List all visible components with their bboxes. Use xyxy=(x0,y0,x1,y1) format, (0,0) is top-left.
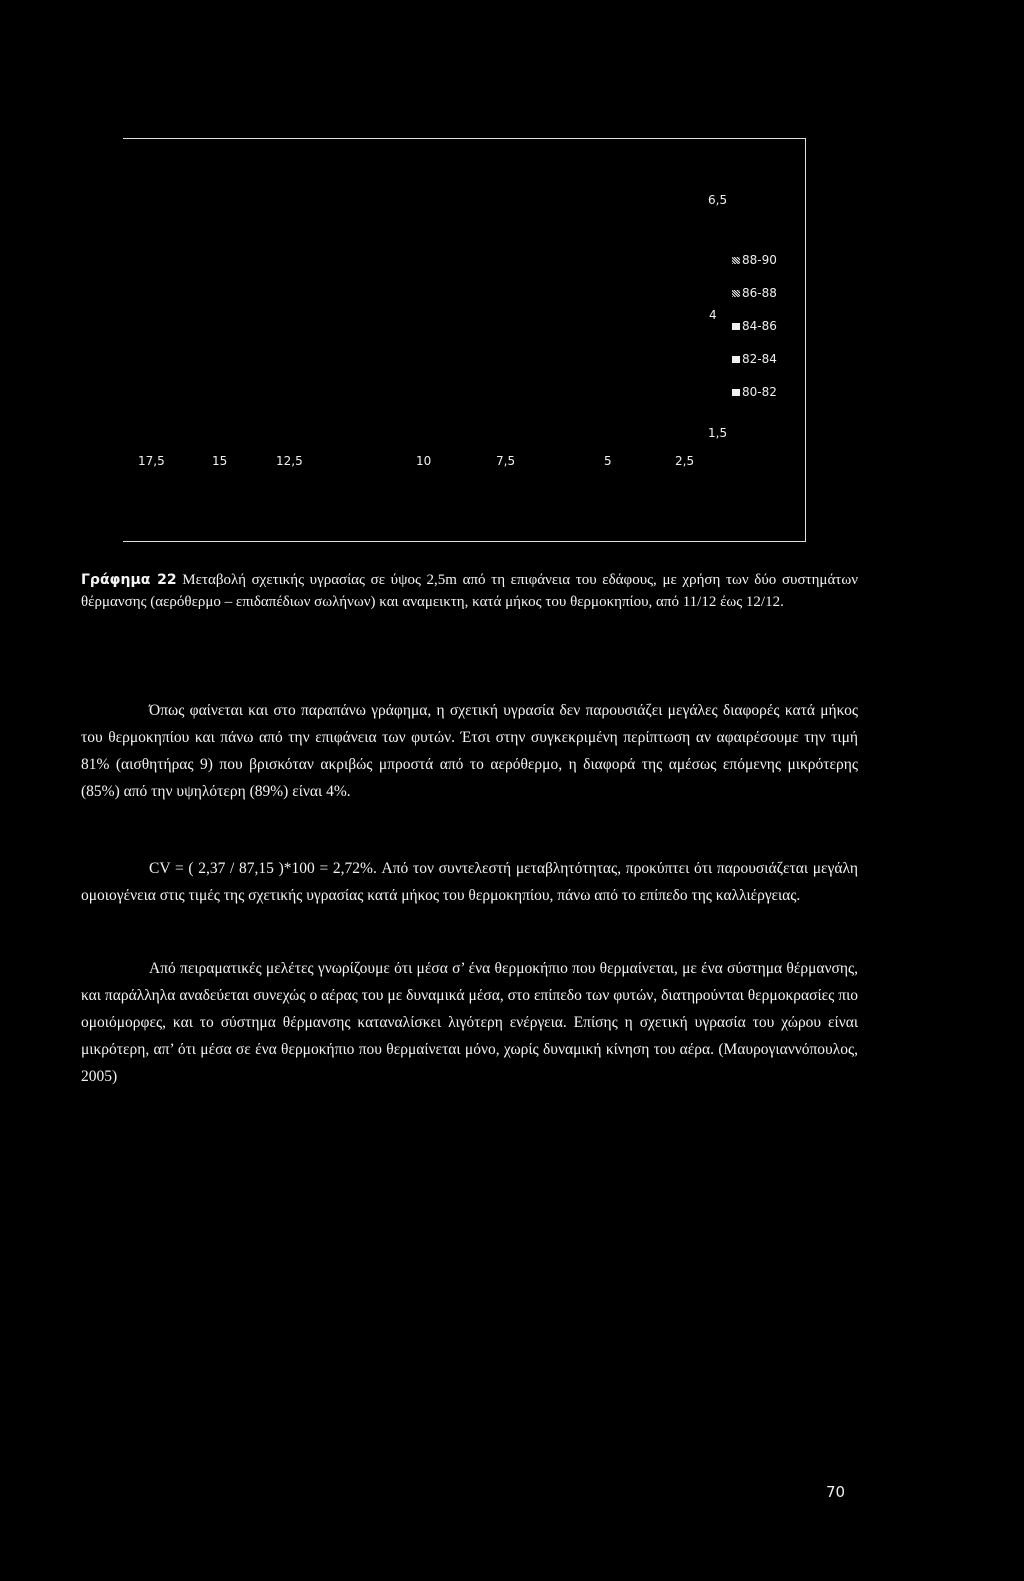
y-tick-label: 1,5 xyxy=(708,426,728,440)
legend-label: 84-86 xyxy=(742,319,777,333)
legend-swatch xyxy=(732,389,740,396)
x-tick-label: 17,5 xyxy=(138,454,165,468)
paragraph: CV = ( 2,37 / 87,15 )*100 = 2,72%. Από τον συντελεστή μεταβλητότητας, προκύπτει ότι παρουσιάζεται μεγάλη ομοιογένεια στις τιμές της σχετικής υγρασίας κατά μήκος του θερμοκηπίου, πάνω από το επίπεδο της καλλιέργειας. xyxy=(81,860,858,904)
legend-item xyxy=(732,319,777,333)
caption-text: Μεταβολή σχετικής υγρασίας σε ύψος 2,5m από τη επιφάνεια του εδάφους, με χρήση των δύο συστημάτων θέρμανσης (αερόθερμο – επιδαπέδιων σωλήνων) και αναμεικτη, κατά μήκος του θερμοκηπίου, από 11/12 έως 12/12. xyxy=(81,572,858,610)
y-tick-label: 6,5 xyxy=(708,193,728,207)
legend-label: 82-84 xyxy=(742,352,777,366)
chart-area xyxy=(0,0,1024,560)
legend-item xyxy=(732,385,777,399)
legend-label: 88-90 xyxy=(742,253,777,267)
x-tick-label: 15 xyxy=(212,454,228,468)
page-number: 70 xyxy=(826,1483,846,1501)
legend-swatch xyxy=(732,323,740,330)
legend-swatch xyxy=(732,356,740,363)
legend-item xyxy=(732,352,777,366)
paragraph: Από πειραματικές μελέτες γνωρίζουμε ότι μέσα σ’ ένα θερμοκήπιο που θερμαίνεται, με ένα σύστημα θέρμανσης, και παράλληλα αναδεύεται συνεχώς ο αέρας του με δυναμικά μέσα, στο επίπεδο των φυτών, διατηρούνται θερμοκρασίες πιο ομοιόμορφες, και το σύστημα θέρμανσης καταναλίσκει λιγότερη ενέργεια. Επίσης η σχετική υγρασία του χώρου είναι μικρότερη, απ’ ότι μέσα σε ένα θερμοκήπιο που θερμαίνεται μόνο, χωρίς δυναμική κίνηση του αέρα. (Μαυρογιαννόπουλος, 2005) xyxy=(81,960,858,1085)
legend-item xyxy=(732,253,777,267)
legend-swatch xyxy=(732,257,740,264)
chart-right-border xyxy=(805,138,806,542)
legend-item xyxy=(732,286,777,300)
x-tick-label: 2,5 xyxy=(675,454,695,468)
chart-bottom-border xyxy=(123,541,806,542)
x-tick-label: 10 xyxy=(416,454,432,468)
caption-label: Γράφημα 22 xyxy=(81,572,177,588)
chart-top-border xyxy=(123,138,806,139)
figure-caption xyxy=(81,569,858,613)
legend-label: 80-82 xyxy=(742,385,777,399)
legend-label: 86-88 xyxy=(742,286,777,300)
y-tick-label: 4 xyxy=(709,308,717,322)
paragraph: Όπως φαίνεται και στο παραπάνω γράφημα, η σχετική υγρασία δεν παρουσιάζει μεγάλες διαφορές κατά μήκος του θερμοκηπίου και πάνω από την επιφάνεια των φυτών. Έτσι στην συγκεκριμένη περίπτωση αν αφαιρέσουμε την τιμή 81% (αισθητήρας 9) που βρισκόταν ακριβώς μπροστά από το αερόθερμο, η διαφορά της αμέσως επόμενης μικρότερης (85%) από την υψηλότερη (89%) είναι 4%. xyxy=(81,702,858,800)
legend-swatch xyxy=(732,290,740,297)
x-tick-label: 7,5 xyxy=(496,454,516,468)
x-tick-label: 5 xyxy=(604,454,612,468)
x-tick-label: 12,5 xyxy=(276,454,303,468)
